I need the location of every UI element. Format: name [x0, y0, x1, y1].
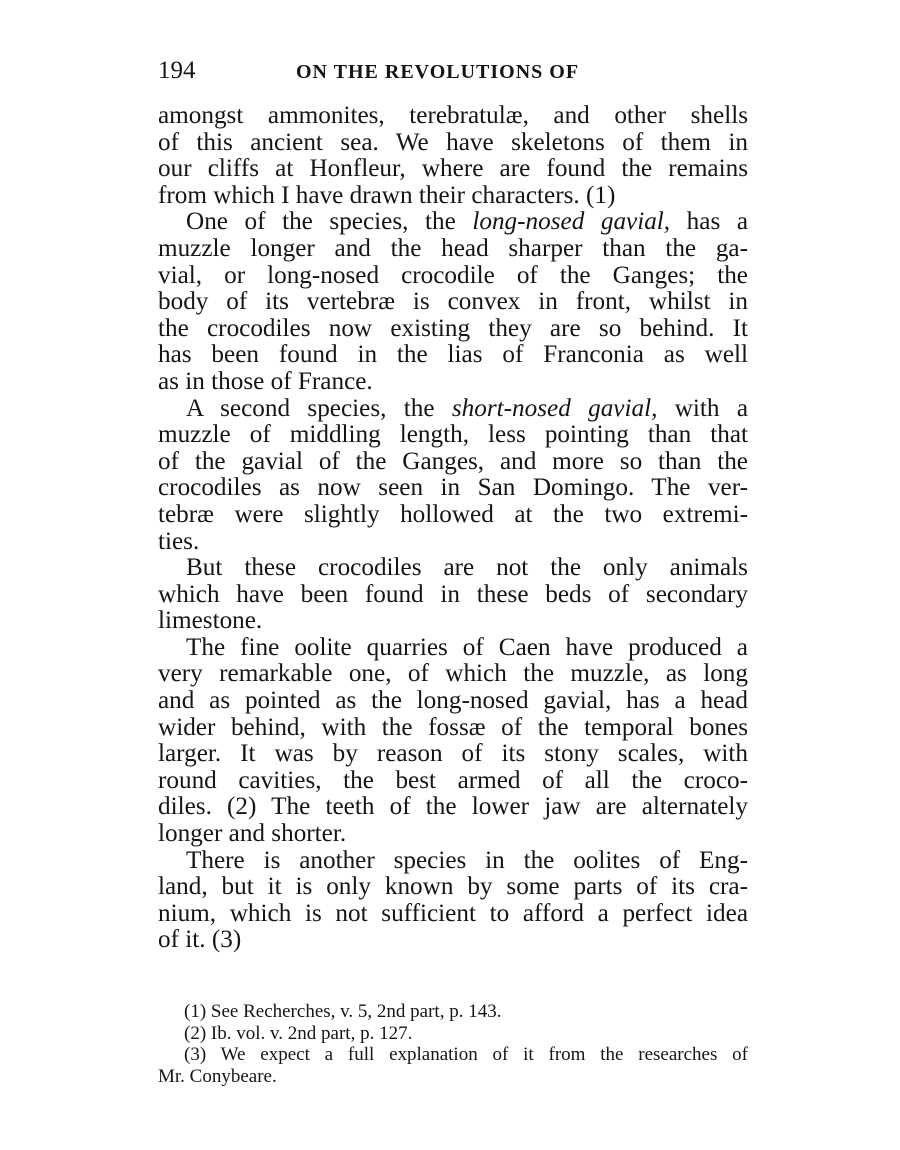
text-line: But these crocodiles are not the only animals — [186, 554, 748, 582]
text-line: The fine oolite quarries of Caen have produced a — [186, 633, 748, 661]
paragraph — [158, 555, 748, 635]
text-line: of this ancient sea. We have skeletons of them in — [158, 128, 748, 156]
paragraph — [158, 209, 748, 395]
text-line: vial, or long-nosed crocodile of the Ganges; the — [158, 261, 748, 289]
text-segment: A second species, the — [186, 394, 435, 422]
footnote: (1) See Recherches, v. 5, 2nd part, p. 143. — [184, 1001, 502, 1022]
footnote-continuation: Mr. Conybeare. — [158, 1065, 277, 1087]
text-line: land, but it is only known by some parts of its cra- — [158, 873, 748, 901]
text-line: body of its vertebræ is convex in front, whilst in — [158, 288, 748, 316]
body-text — [158, 103, 748, 954]
footnotes — [158, 1001, 748, 1087]
text-line — [158, 209, 748, 236]
text-line: very remarkable one, of which the muzzle, as long — [158, 660, 748, 688]
text-line: of the gavial of the Ganges, and more so than the — [158, 447, 748, 475]
text-line: of it. (3) — [158, 926, 242, 954]
footnote: (3) We expect a full explanation of it from the researches of — [184, 1044, 748, 1065]
paragraph — [158, 635, 748, 848]
text-line — [158, 396, 748, 423]
text-line: wider behind, with the fossæ of the temporal bones — [158, 713, 748, 741]
text-line: from which I have drawn their characters. (1) — [158, 181, 616, 209]
text-line: amongst ammonites, terebratulæ, and other shells — [158, 102, 748, 129]
text-line: ties. — [158, 527, 200, 555]
footnote: (2) Ib. vol. v. 2nd part, p. 127. — [184, 1022, 413, 1044]
text-line: longer and shorter. — [158, 820, 347, 848]
text-line: round cavities, the best armed of all the croco- — [158, 766, 748, 794]
text-segment: One of the species, the — [186, 208, 456, 236]
text-line: the crocodiles now existing they are so behind. It — [158, 314, 748, 342]
text-segment: has a — [670, 208, 748, 236]
italic-term: short-nosed gavial, — [451, 394, 658, 422]
paragraph — [158, 848, 748, 954]
page-header — [158, 56, 748, 92]
text-line: our cliffs at Honfleur, where are found the remains — [158, 155, 748, 183]
text-line: muzzle of middling length, less pointing than that — [158, 421, 748, 449]
text-line: which have been found in these beds of secondary — [158, 580, 748, 608]
text-line: tebræ were slightly hollowed at the two extremi- — [158, 500, 748, 528]
text-line: muzzle longer and the head sharper than the ga- — [158, 234, 748, 262]
paragraph — [158, 103, 748, 209]
text-line: nium, which is not sufficient to afford a perfect idea — [158, 899, 748, 927]
page-number: 194 — [158, 57, 196, 84]
text-line: limestone. — [158, 607, 263, 635]
text-line: There is another species in the oolites of Eng- — [186, 846, 748, 874]
text-segment: with a — [657, 394, 749, 422]
text-line: crocodiles as now seen in San Domingo. The ver- — [158, 474, 748, 502]
text-line: and as pointed as the long-nosed gavial, has a head — [158, 687, 748, 715]
italic-term: long-nosed gavial, — [472, 208, 671, 236]
text-line: has been found in the lias of Franconia as well — [158, 341, 748, 369]
text-line: larger. It was by reason of its stony scales, with — [158, 740, 748, 768]
running-head: ON THE REVOLUTIONS OF — [296, 61, 580, 83]
text-line: diles. (2) The teeth of the lower jaw are alternately — [158, 793, 748, 821]
text-line: as in those of France. — [158, 367, 373, 395]
paragraph — [158, 396, 748, 556]
